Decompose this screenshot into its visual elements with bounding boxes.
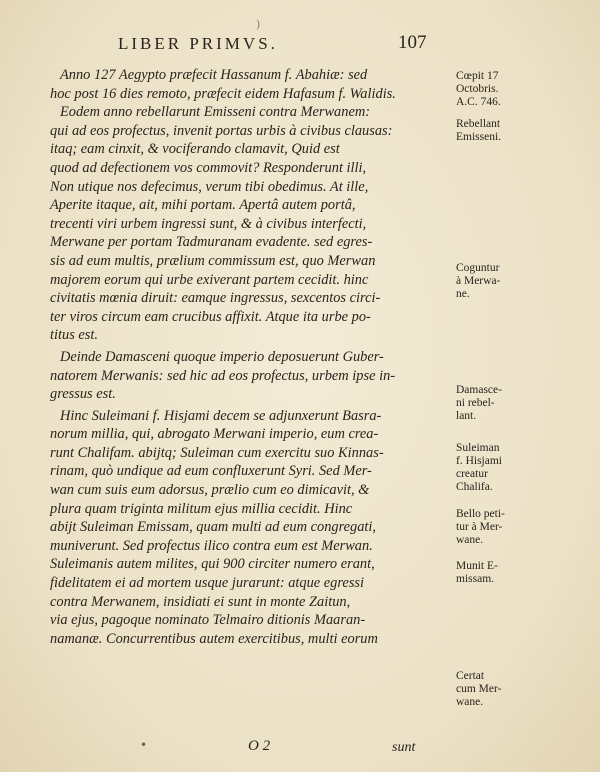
margin-note: Bello peti- tur à Mer- wane. (456, 508, 505, 546)
text-line: muniverunt. Sed profectus ilico contra eum est Merwan. (50, 537, 373, 554)
text-line: quod ad defectionem vos commovit? Responderunt illi, (50, 159, 367, 176)
stray-mark-top: ) (256, 18, 261, 31)
text-line: Anno 127 Aegypto præfecit Hassanum f. Abahiæ: sed (60, 67, 368, 83)
text-line: majorem eorum qui urbe exiverant partem cecidit. hinc (50, 271, 369, 288)
page-header (0, 30, 600, 60)
paragraph (50, 407, 445, 649)
text-line: Eodem anno rebellarunt Emisseni contra Merwanem: (60, 104, 371, 121)
text-line: sis ad eum multis, prælium commissum est, quo Merwan (50, 252, 376, 269)
text-line: Deinde Damasceni quoque imperio deposuerunt Guber- (60, 348, 384, 365)
text-line: Merwane per portam Tadmuranam evadente. sed egres- (50, 234, 373, 251)
margin-note: Munit E- missam. (456, 560, 498, 585)
margin-note: Coguntur à Merwa- ne. (456, 262, 501, 300)
paragraph (50, 348, 445, 404)
body-text (50, 66, 445, 648)
margin-note: Damasce- ni rebel- lant. (456, 384, 502, 422)
text-line: plura quam triginta militum ejus millia cecidit. Hinc (50, 500, 353, 517)
page-number: 107 (398, 32, 427, 53)
text-line: rinam, quò undique ad eum confluxerunt Syri. Sed Mer- (50, 463, 372, 480)
text-line: gressus est. (50, 386, 116, 403)
margin-note: Certat cum Mer- wane. (456, 670, 502, 708)
text-line: ter viros circum eam crucibus affixit. Atque ita urbe po- (50, 308, 371, 325)
text-line: namanæ. Concurrentibus autem exercitibus, multi eorum (50, 630, 378, 647)
text-line: titus est. (50, 327, 98, 344)
text-line: norum millia, qui, abrogato Merwani imperio, eum crea- (50, 426, 379, 443)
text-line: contra Merwanem, insidiati ei sunt in monte Zaitun, (50, 593, 351, 610)
text-line: trecenti viri urbem ingressi sunt, & à civibus interfecti, (50, 215, 367, 232)
margin-note: Suleiman f. Hisjami creatur Chalifa. (456, 442, 502, 493)
text-line: fidelitatem ei ad mortem usque jurarunt: atque egressi (50, 575, 365, 592)
text-line: runt Chalifam. abijtq; Suleiman cum exercitu suo Kinnas- (50, 444, 384, 461)
text-line: qui ad eos profectus, invenit portas urbis à civibus clausas: (50, 122, 393, 139)
paragraph (50, 66, 445, 103)
signature-mark: O 2 (248, 738, 271, 754)
text-line: Non utique nos defecimus, verum tibi obedimus. At ille, (50, 178, 369, 195)
paragraph (50, 103, 445, 345)
text-line: Suleimanis autem milites, qui 900 circiter numero erant, (50, 556, 375, 573)
running-head: LIBER PRIMVS. (118, 34, 278, 53)
text-line: civitatis mœnia diruit: eamque ingressus, sexcentos circi- (50, 290, 381, 307)
text-line: natorem Merwanis: sed hic ad eos profectus, urbem ipse in- (50, 367, 396, 384)
text-line: via ejus, pagoque nominato Telmairo ditionis Maaran- (50, 612, 366, 629)
margin-note: Cœpit 17 Octobris. A.C. 746. (456, 70, 501, 108)
text-line: Aperite itaque, ait, mihi portam. Apertâ autem portâ, (50, 197, 356, 214)
catchword: sunt (392, 740, 416, 755)
text-line: itaq; eam cinxit, & vociferando clamavit, Quid est (50, 141, 340, 158)
text-line: wan cum suis eum adorsus, prælio cum eo dimicavit, & (50, 482, 370, 499)
stray-mark-bottom: • (140, 738, 148, 752)
margin-note: Rebellant Emisseni. (456, 118, 502, 143)
text-line: Hinc Suleimani f. Hisjami decem se adjunxerunt Basra- (60, 407, 382, 424)
text-line: abijt Suleiman Emissam, quam multi ad eum congregati, (50, 519, 377, 536)
text-line: hoc post 16 dies remoto, præfecit eidem Hafasum f. Walidis. (50, 85, 396, 102)
